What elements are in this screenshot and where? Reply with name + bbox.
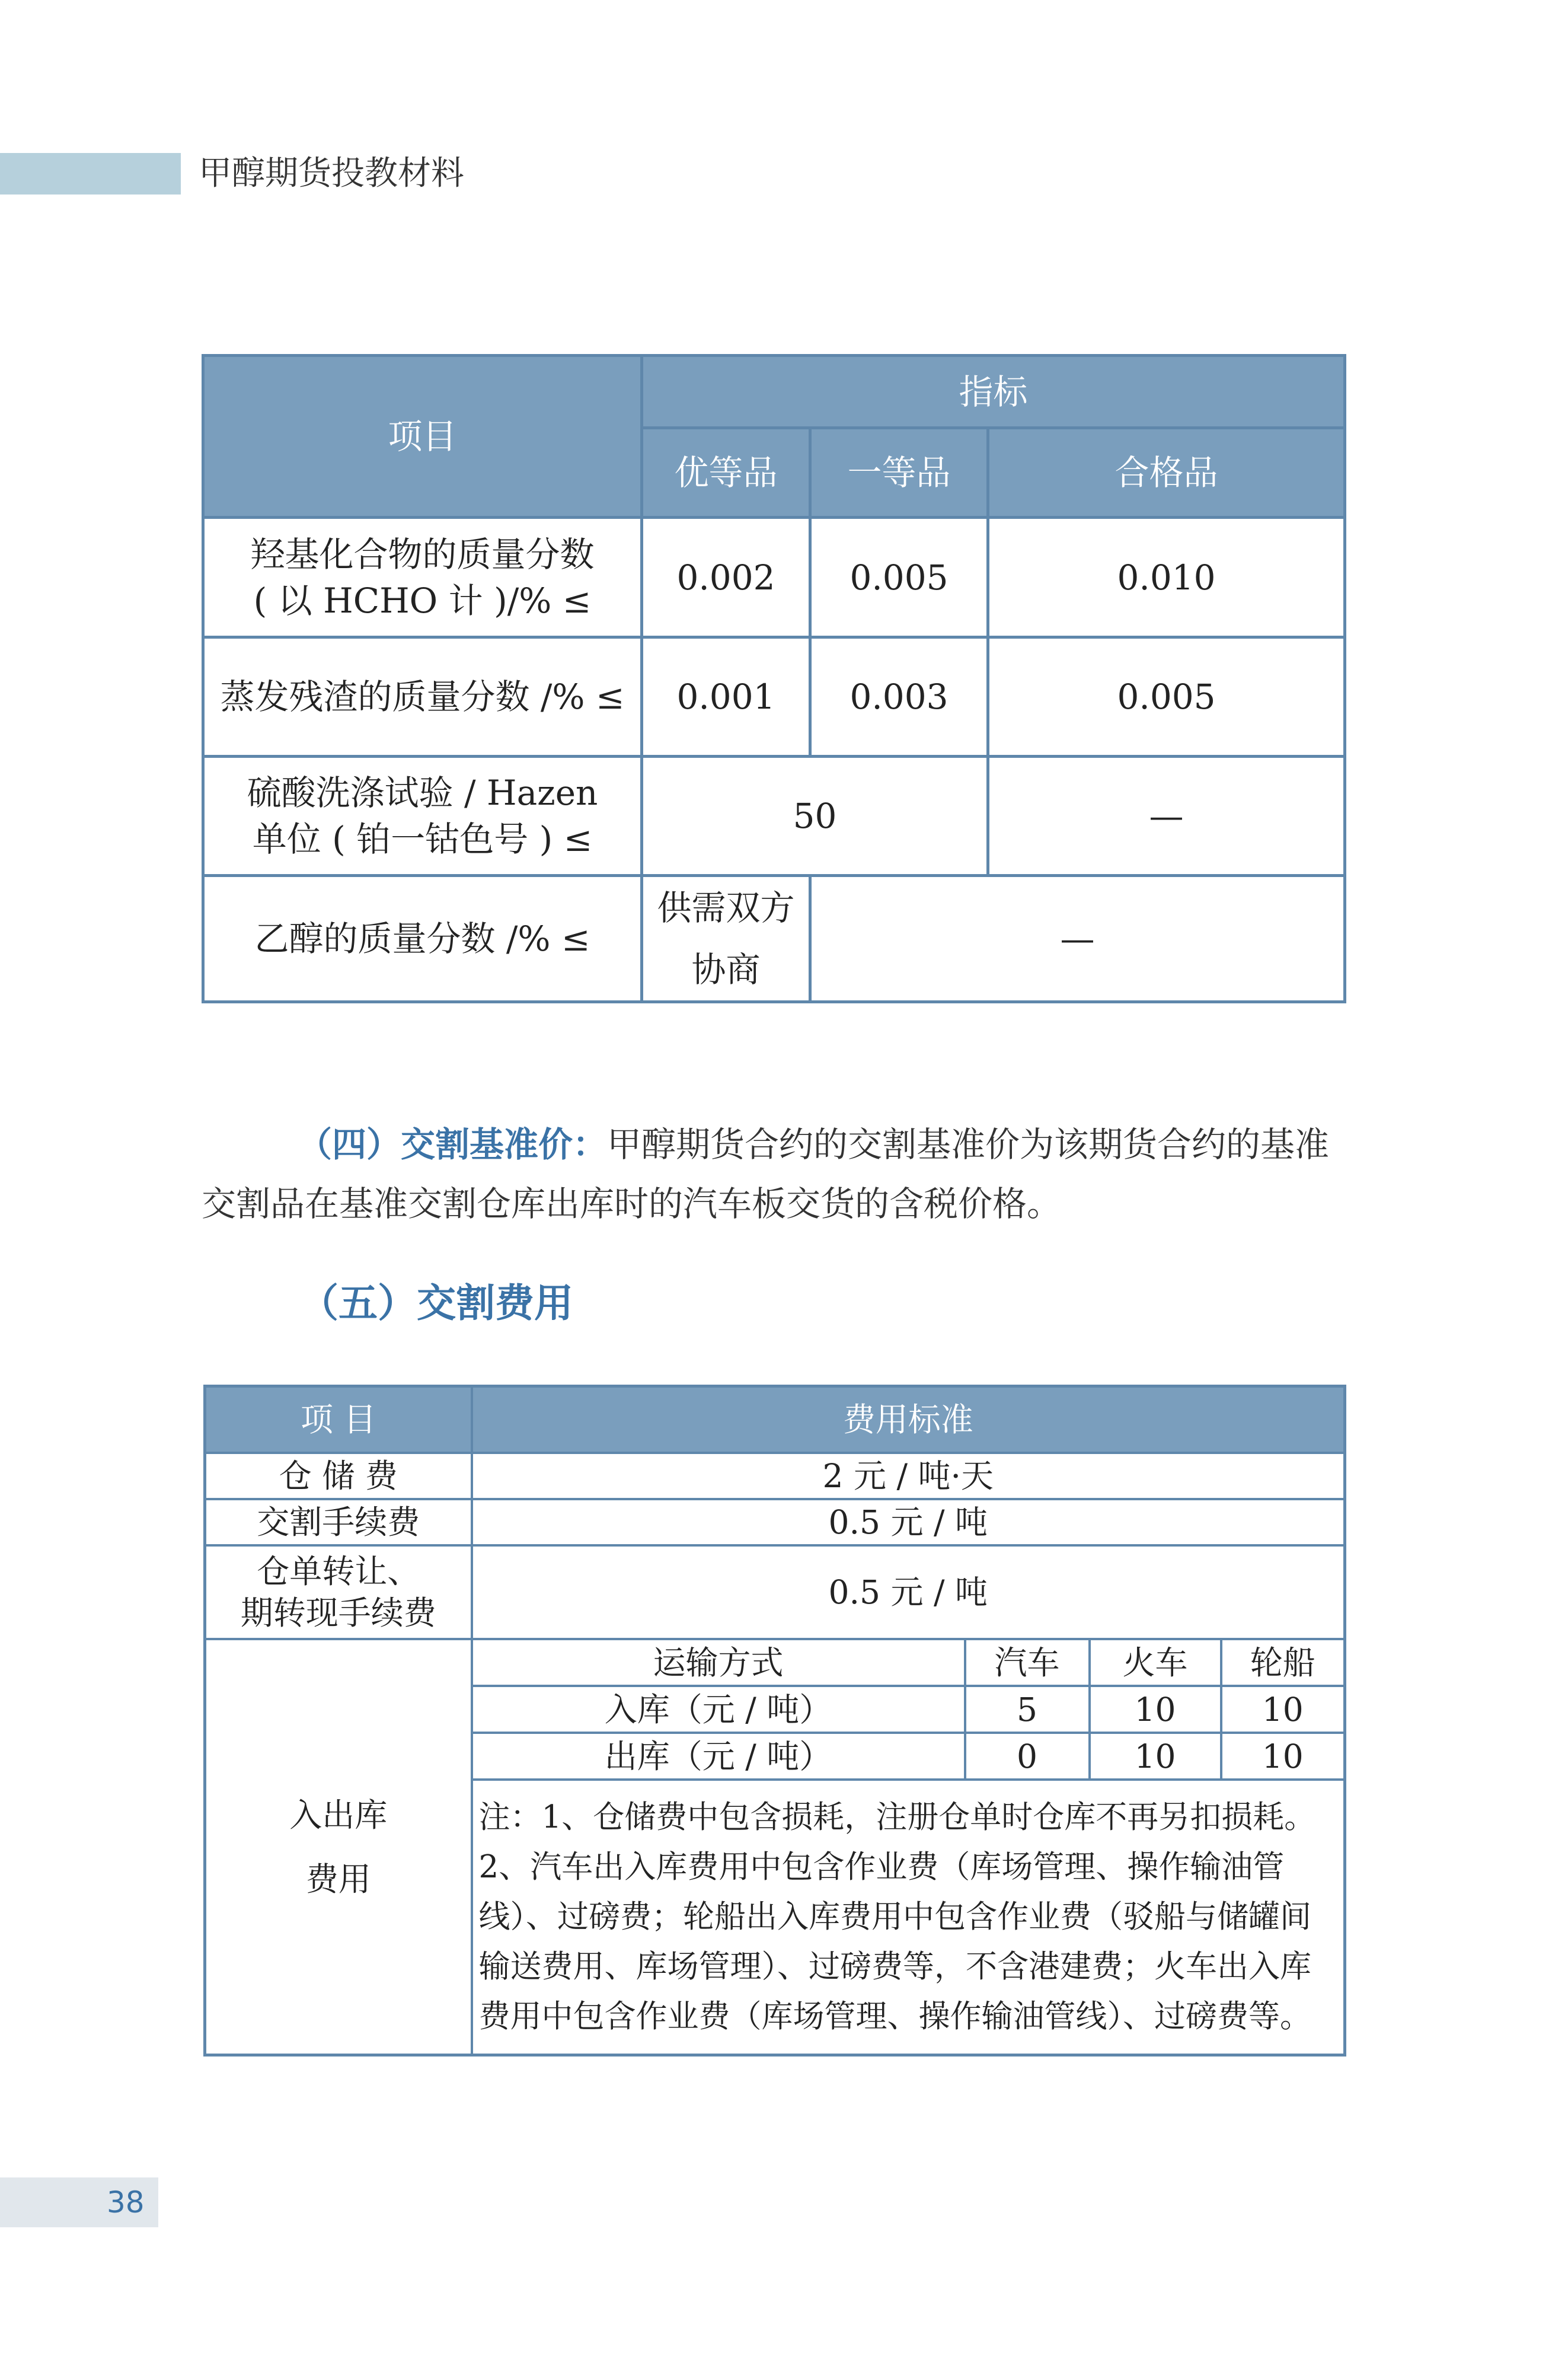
col-indicator-header: 指标 xyxy=(642,356,1345,428)
cell-value: — xyxy=(810,876,1345,1002)
paragraph-lead: （四）交割基准价： xyxy=(298,1124,608,1165)
row-item: 乙醇的质量分数 /% ≤ xyxy=(203,876,642,1002)
cell-value: — xyxy=(988,757,1345,876)
transport-header: 运输方式 xyxy=(472,1639,965,1686)
table-row xyxy=(203,757,1345,876)
row-item: 羟基化合物的质量分数 ( 以 HCHO 计 )/% ≤ xyxy=(203,518,642,637)
transport-header: 火车 xyxy=(1090,1639,1221,1686)
cell-value: 0.003 xyxy=(810,637,988,757)
col-item-header: 项 目 xyxy=(205,1386,472,1453)
row-item: 硫酸洗涤试验 / Hazen 单位 ( 铂一钴色号 ) ≤ xyxy=(203,757,642,876)
table-row xyxy=(205,1639,1345,1686)
col-standard-header: 费用标准 xyxy=(472,1386,1345,1453)
cell-label: 入库（元 / 吨） xyxy=(472,1686,965,1733)
grade-header: 一等品 xyxy=(810,428,988,518)
page-number: 38 xyxy=(107,2185,145,2220)
col-item-header: 项目 xyxy=(203,356,642,518)
cell-value: 0.005 xyxy=(810,518,988,637)
cell-value: 10 xyxy=(1090,1733,1221,1780)
cell-value: 0.005 xyxy=(988,637,1345,757)
quality-spec-table xyxy=(202,354,1346,1003)
paragraph-text: 甲醇期货合约的交割基准价为该期货合约的基准交割品在基准交割仓库出库时的汽车板交货的含税价格。 xyxy=(202,1124,1330,1224)
header-bar xyxy=(0,153,181,195)
cell-value: 0.002 xyxy=(642,518,810,637)
row-value: 0.5 元 / 吨 xyxy=(472,1545,1345,1639)
transport-header: 汽车 xyxy=(965,1639,1090,1686)
row-item: 蒸发残渣的质量分数 /% ≤ xyxy=(203,637,642,757)
cell-label: 出库（元 / 吨） xyxy=(472,1733,965,1780)
row-value: 2 元 / 吨·天 xyxy=(472,1453,1345,1499)
row-item: 入出库 费用 xyxy=(205,1639,472,2055)
cell-value: 10 xyxy=(1221,1733,1345,1780)
grade-header: 合格品 xyxy=(988,428,1345,518)
fee-note: 注：1、仓储费中包含损耗，注册仓单时仓库不再另扣损耗。2、汽车出入库费用中包含作业费（库场管理、操作输油管线）、过磅费；轮船出入库费用中包含作业费（驳船与储罐间输送费用、库场管理）、过磅费等，不含港建费；火车出入库费用中包含作业费（库场管理、操作输油管线）、过磅费等。 xyxy=(472,1780,1345,2055)
cell-value: 10 xyxy=(1090,1686,1221,1733)
table-row xyxy=(205,1499,1345,1545)
section-title: （五）交割费用 xyxy=(299,1280,573,1326)
table-row xyxy=(205,1453,1345,1499)
row-item: 交割手续费 xyxy=(205,1499,472,1545)
transport-header: 轮船 xyxy=(1221,1639,1345,1686)
delivery-benchmark-paragraph xyxy=(202,1115,1343,1233)
table-row xyxy=(203,518,1345,637)
cell-value: 5 xyxy=(965,1686,1090,1733)
cell-value: 0 xyxy=(965,1733,1090,1780)
header-title: 甲醇期货投教材料 xyxy=(199,154,464,193)
row-value: 0.5 元 / 吨 xyxy=(472,1499,1345,1545)
table-row xyxy=(203,637,1345,757)
grade-header: 优等品 xyxy=(642,428,810,518)
cell-value: 0.010 xyxy=(988,518,1345,637)
cell-value: 0.001 xyxy=(642,637,810,757)
cell-value: 10 xyxy=(1221,1686,1345,1733)
table-row xyxy=(203,876,1345,1002)
row-item: 仓 储 费 xyxy=(205,1453,472,1499)
cell-value: 供需双方 协商 xyxy=(642,876,810,1002)
cell-value: 50 xyxy=(642,757,988,876)
table-row xyxy=(205,1545,1345,1639)
row-item: 仓单转让、 期转现手续费 xyxy=(205,1545,472,1639)
delivery-fee-table xyxy=(203,1385,1346,2057)
